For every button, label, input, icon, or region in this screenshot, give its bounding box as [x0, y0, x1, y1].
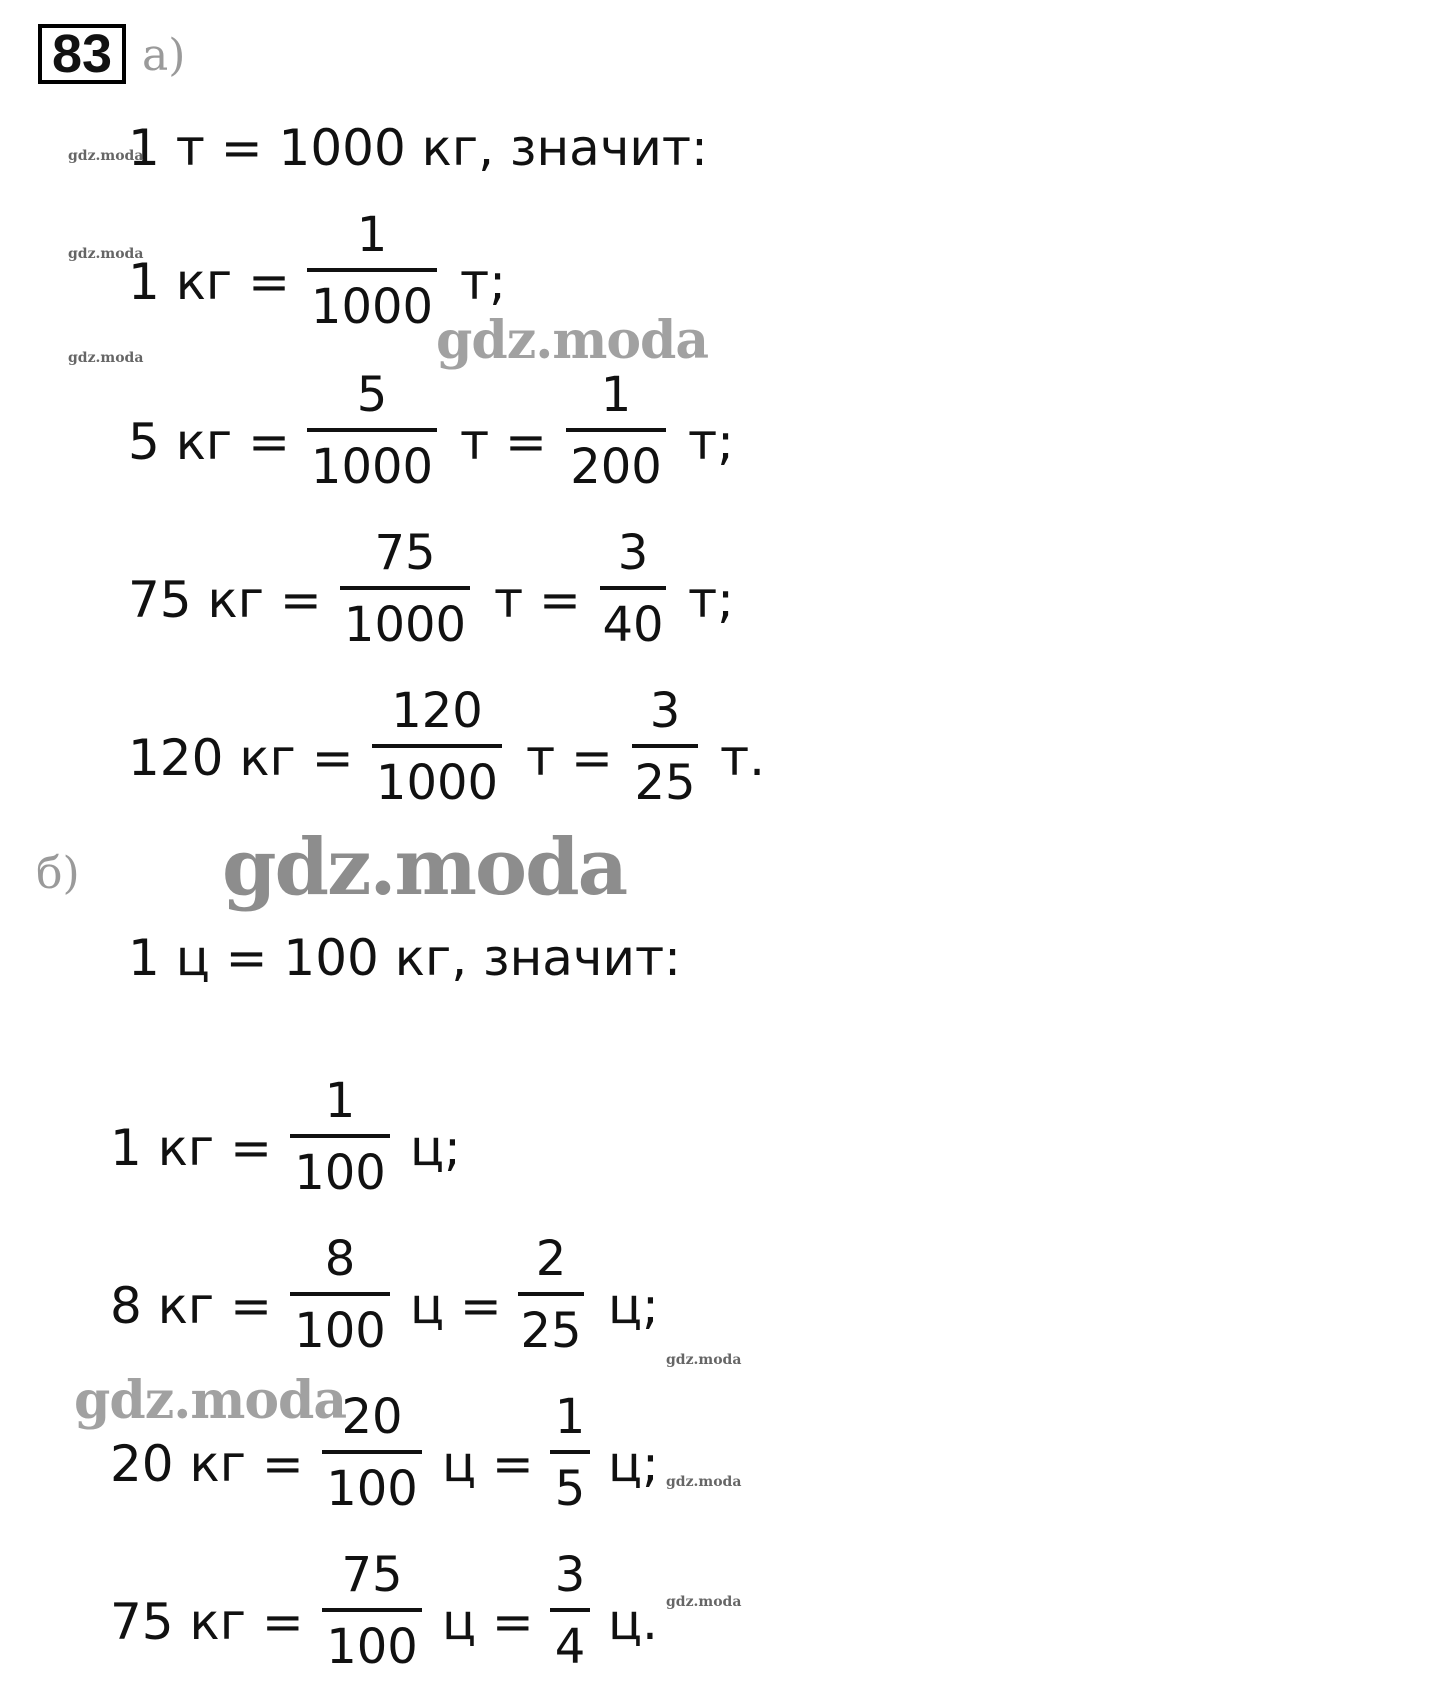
denominator: 40 — [602, 597, 664, 653]
a-row3-fraction2 — [600, 524, 666, 654]
a-row2-fraction1 — [307, 366, 437, 496]
denominator: 1000 — [310, 439, 434, 495]
part-b-label: б) — [36, 848, 80, 899]
numerator: 75 — [374, 525, 436, 581]
a-row3-fraction1 — [340, 524, 470, 654]
fraction-bar — [290, 1134, 390, 1138]
b-row1-left: 1 кг = — [110, 1119, 272, 1177]
b-row4-fraction1 — [322, 1546, 422, 1676]
a-row2-mid: т = — [460, 413, 547, 471]
denominator: 200 — [570, 439, 662, 495]
fraction-bar — [566, 428, 666, 432]
b-row2-end: ц; — [608, 1277, 659, 1335]
watermark-small: gdz.moda — [68, 350, 144, 366]
b-row4-mid: ц = — [442, 1593, 534, 1651]
b-row3-end: ц; — [608, 1435, 659, 1493]
numerator: 75 — [341, 1547, 403, 1603]
part-a-label: а) — [142, 30, 186, 81]
b-row1-fraction — [290, 1072, 390, 1202]
numerator: 2 — [535, 1231, 567, 1287]
part-a-intro: 1 т = 1000 кг, значит: — [128, 119, 708, 177]
fraction-bar — [632, 744, 698, 748]
numerator: 5 — [356, 367, 388, 423]
numerator: 1 — [554, 1389, 586, 1445]
a-row1-fraction — [307, 206, 437, 336]
watermark-logo: gdz.moda — [436, 310, 709, 371]
numerator: 3 — [554, 1547, 586, 1603]
b-row4-end: ц. — [608, 1593, 658, 1651]
a-row3-end: т; — [688, 571, 734, 629]
a-row4-left: 120 кг = — [128, 729, 354, 787]
denominator: 100 — [326, 1461, 418, 1517]
problem-number: 83 — [38, 24, 126, 84]
a-row2-left: 5 кг = — [128, 413, 290, 471]
numerator: 3 — [617, 525, 649, 581]
b-row2-fraction1 — [290, 1230, 390, 1360]
a-row4-fraction1 — [372, 682, 502, 812]
b-row3-left: 20 кг = — [110, 1435, 304, 1493]
b-row4-fraction2 — [550, 1546, 590, 1676]
fraction-bar — [340, 586, 470, 590]
numerator: 20 — [341, 1389, 403, 1445]
b-row2-mid: ц = — [410, 1277, 502, 1335]
b-row4-left: 75 кг = — [110, 1593, 304, 1651]
numerator: 3 — [649, 683, 681, 739]
numerator: 120 — [391, 683, 483, 739]
denominator: 1000 — [375, 755, 499, 811]
numerator: 1 — [356, 207, 388, 263]
fraction-bar — [550, 1608, 590, 1612]
a-row1-left: 1 кг = — [128, 253, 290, 311]
watermark-logo: gdz.moda — [74, 1370, 347, 1431]
denominator: 100 — [294, 1303, 386, 1359]
fraction-bar — [322, 1450, 422, 1454]
denominator: 1000 — [343, 597, 467, 653]
b-row1-end: ц; — [410, 1119, 461, 1177]
denominator: 100 — [326, 1619, 418, 1675]
watermark-small: gdz.moda — [666, 1474, 742, 1490]
a-row4-mid: т = — [526, 729, 613, 787]
a-row2-fraction2 — [566, 366, 666, 496]
a-row4-end: т. — [720, 729, 766, 787]
denominator: 25 — [520, 1303, 582, 1359]
fraction-bar — [307, 428, 437, 432]
b-row3-mid: ц = — [442, 1435, 534, 1493]
watermark-small: gdz.moda — [666, 1352, 742, 1368]
fraction-bar — [600, 586, 666, 590]
watermark-small: gdz.moda — [68, 246, 144, 262]
fraction-bar — [307, 268, 437, 272]
b-row2-left: 8 кг = — [110, 1277, 272, 1335]
part-b-intro: 1 ц = 100 кг, значит: — [128, 929, 681, 987]
fraction-bar — [372, 744, 502, 748]
watermark-small: gdz.moda — [68, 148, 144, 164]
fraction-bar — [290, 1292, 390, 1296]
denominator: 5 — [554, 1461, 586, 1517]
denominator: 25 — [634, 755, 696, 811]
a-row1-end: т; — [460, 253, 506, 311]
a-row2-end: т; — [688, 413, 734, 471]
watermark-logo: gdz.moda — [222, 822, 627, 913]
denominator: 1000 — [310, 279, 434, 335]
numerator: 8 — [324, 1231, 356, 1287]
watermark-small: gdz.moda — [666, 1594, 742, 1610]
denominator: 100 — [294, 1145, 386, 1201]
b-row2-fraction2 — [518, 1230, 584, 1360]
numerator: 1 — [600, 367, 632, 423]
a-row3-left: 75 кг = — [128, 571, 322, 629]
denominator: 4 — [554, 1619, 586, 1675]
a-row3-mid: т = — [494, 571, 581, 629]
fraction-bar — [322, 1608, 422, 1612]
a-row4-fraction2 — [632, 682, 698, 812]
b-row3-fraction2 — [550, 1388, 590, 1518]
fraction-bar — [518, 1292, 584, 1296]
numerator: 1 — [324, 1073, 356, 1129]
fraction-bar — [550, 1450, 590, 1454]
